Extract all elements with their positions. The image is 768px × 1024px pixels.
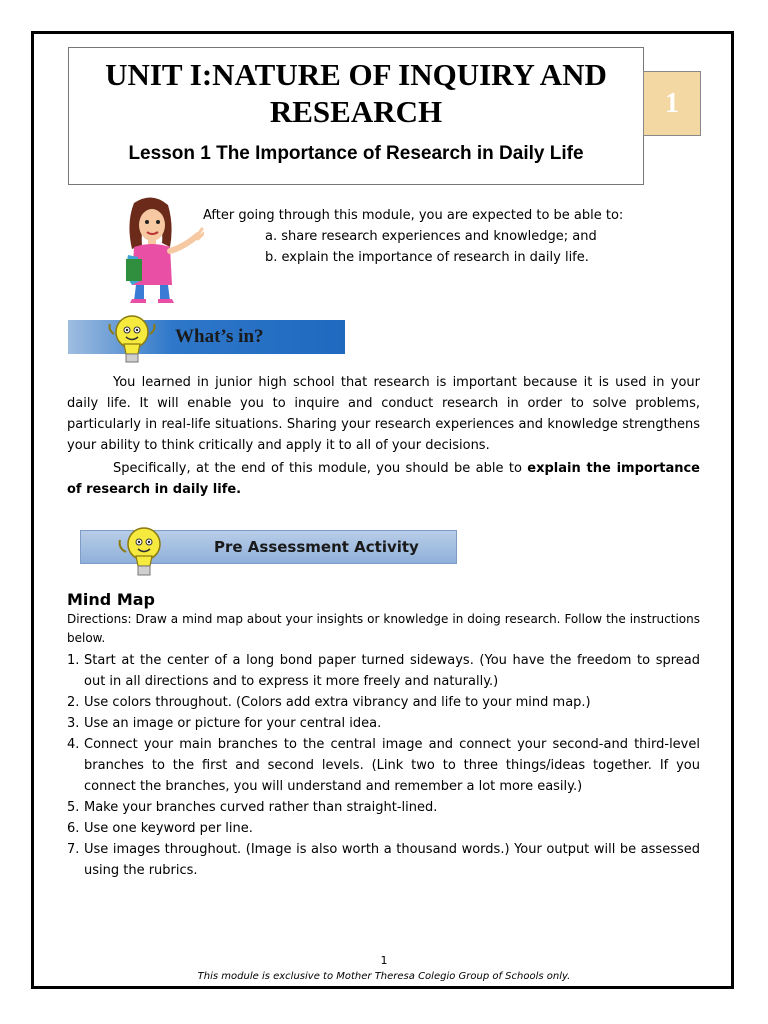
list-text: Make your branches curved rather than straight-lined. — [84, 800, 438, 815]
pre-assessment-label: Pre Assessment Activity — [214, 538, 419, 556]
list-item — [67, 818, 700, 839]
whats-in-banner — [68, 320, 348, 354]
directions-text: Directions: Draw a mind map about your insights or knowledge in doing research. Follow the instructions below. — [67, 612, 700, 645]
list-item — [67, 713, 700, 734]
paragraph-lead: Specifically, at the end of this module, you should be able to — [113, 461, 528, 476]
lightbulb-icon — [114, 524, 170, 580]
page-number: 1 — [380, 954, 388, 967]
learning-objectives — [203, 205, 623, 268]
whats-in-label: What’s in? — [175, 326, 264, 347]
list-number: 6. — [67, 821, 80, 836]
list-text: Connect your main branches to the central image and connect your second-and third-level branches to the first and second levels. (Link two to three things/ideas together. If you connect the branches, you will understand and remember a lot more easily.) — [84, 737, 700, 794]
whats-in-paragraph: You learned in junior high school that research is important because it is used in your daily life. It will enable you to inquire and conduct research in order to solve problems, particularly in real-life situations. Sharing your research experiences and knowledge strengthens your ability to think critically and apply it to all of your decisions. — [67, 375, 700, 453]
list-text: Start at the center of a long bond paper turned sideways. (You have the freedom to spread out in all directions and to express it more freely and naturally.) — [84, 653, 700, 689]
paragraph-emphasis: explain the importance of research in daily life. — [67, 461, 700, 497]
list-number: 7. — [67, 842, 80, 857]
list-number: 4. — [67, 737, 80, 752]
pre-assessment-banner — [80, 530, 460, 564]
mind-map-heading: Mind Map — [67, 590, 155, 609]
list-number: 1. — [67, 653, 80, 668]
objectives-intro: After going through this module, you are expected to be able to: — [203, 208, 624, 223]
list-item — [67, 692, 700, 713]
list-text: Use an image or picture for your central idea. — [84, 716, 382, 731]
footer-note: This module is exclusive to Mother Theresa Colegio Group of Schools only. — [197, 971, 571, 982]
unit-number-badge: 1 — [643, 71, 701, 136]
list-number: 2. — [67, 695, 80, 710]
list-item — [67, 797, 700, 818]
lesson-title: Lesson 1 The Importance of Research in Daily Life — [128, 143, 584, 164]
list-text: Use images throughout. (Image is also worth a thousand words.) Your output will be assessed using the rubrics. — [84, 842, 700, 878]
objective-item: b. explain the importance of research in daily life. — [265, 250, 589, 265]
list-number: 3. — [67, 716, 80, 731]
list-text: Use colors throughout. (Colors add extra vibrancy and life to your mind map.) — [84, 695, 591, 710]
unit-title: UNIT I:NATURE OF INQUIRY AND RESEARCH — [105, 57, 607, 129]
teacher-illustration-icon — [112, 195, 204, 303]
instructions-list — [67, 650, 700, 881]
list-item — [67, 650, 700, 692]
lightbulb-icon — [104, 312, 160, 366]
list-text: Use one keyword per line. — [84, 821, 253, 836]
list-item — [67, 839, 700, 881]
title-box — [68, 47, 644, 185]
list-item — [67, 734, 700, 797]
list-number: 5. — [67, 800, 80, 815]
objective-item: a. share research experiences and knowledge; and — [265, 229, 597, 244]
whats-in-paragraph-objective — [67, 458, 700, 500]
